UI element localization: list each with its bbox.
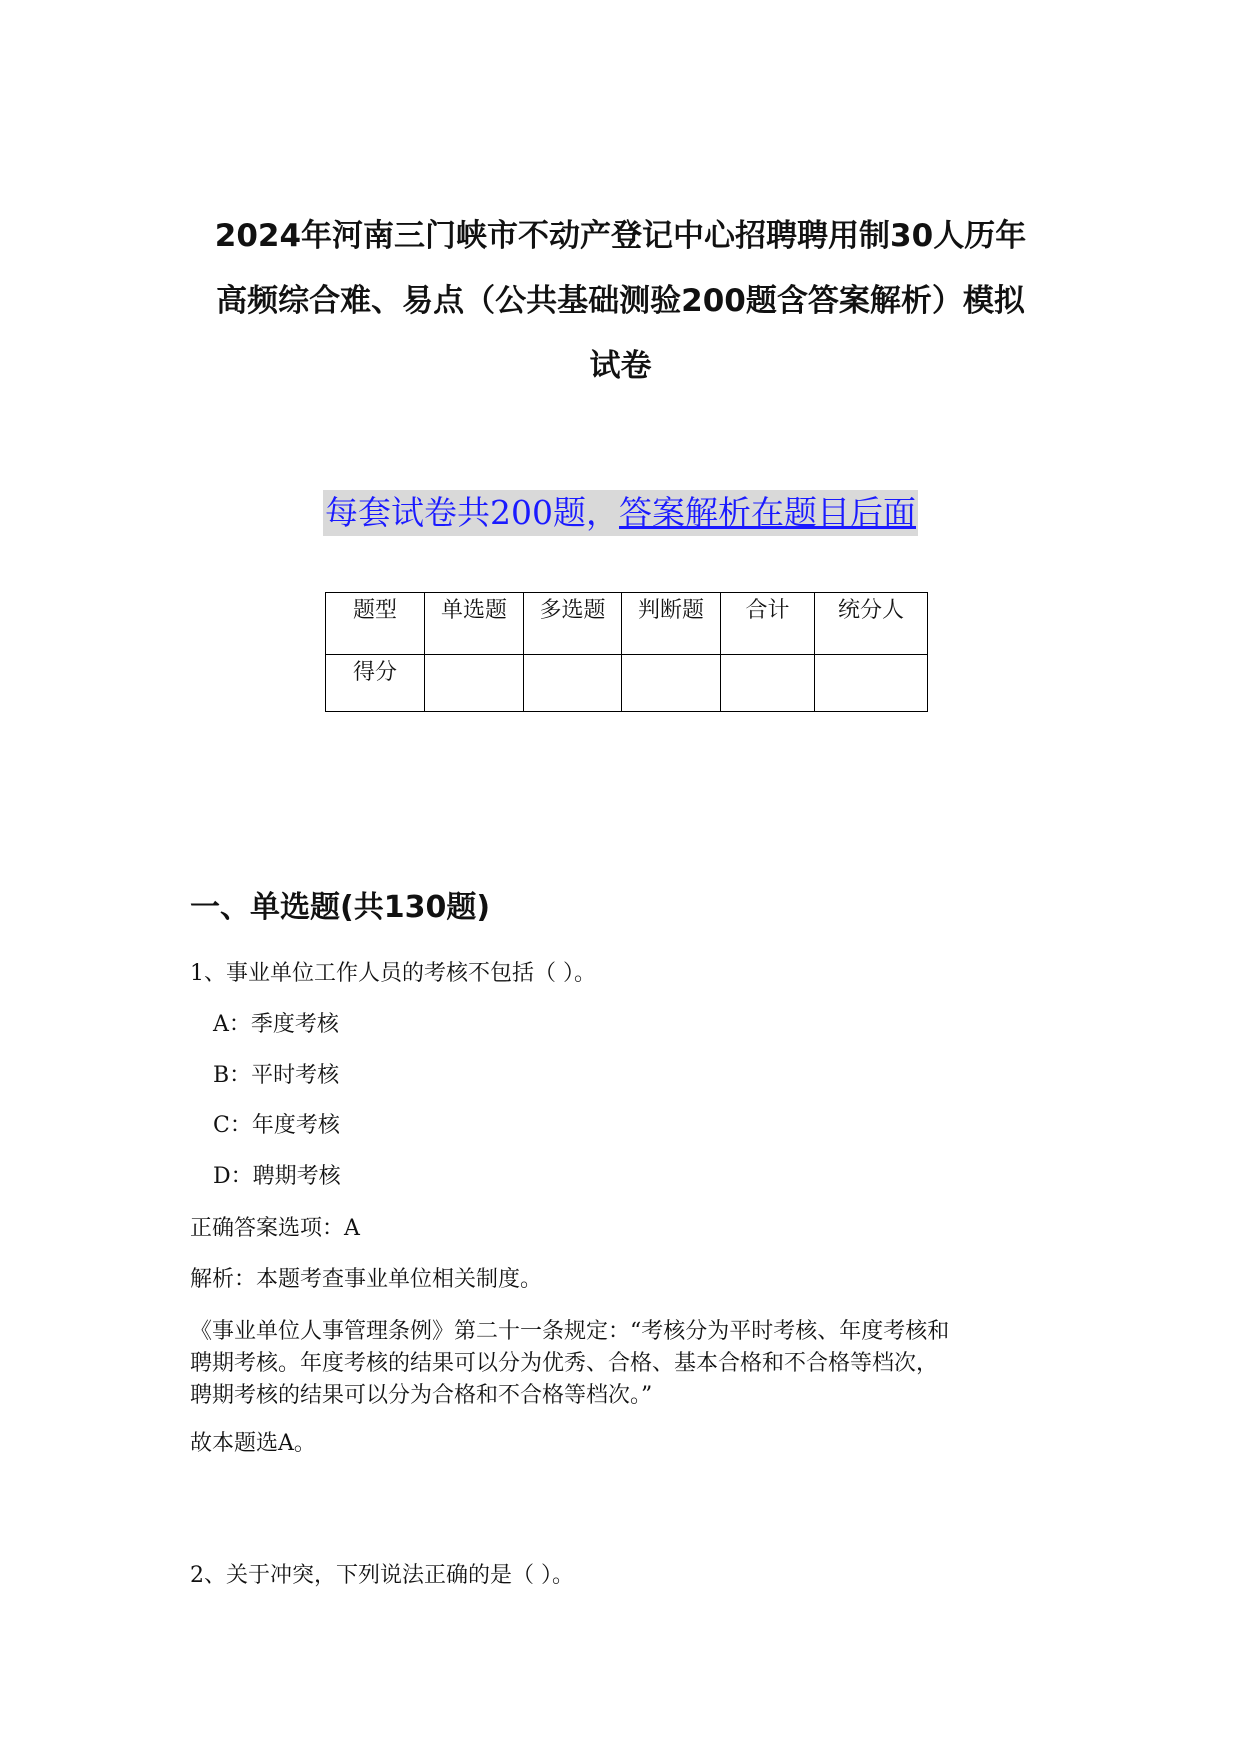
question-1-answer: 正确答案选项：A [190,1216,360,1241]
score-cell-scorer[interactable] [815,655,928,712]
header-cell-single-choice: 单选题 [425,593,524,655]
section-heading: 一、单选题(共130题) [190,890,491,925]
question-1-option-d: D：聘期考核 [213,1164,341,1189]
question-1-option-b: B：平时考核 [213,1063,340,1088]
question-1-option-c: C：年度考核 [213,1113,340,1138]
header-cell-true-false: 判断题 [622,593,721,655]
quote-line-3: 聘期考核的结果可以分为合格和不合格等档次。” [190,1383,653,1408]
quote-line-1: 《事业单位人事管理条例》第二十一条规定：“考核分为平时考核、年度考核和 [190,1319,950,1344]
header-cell-type: 题型 [326,593,425,655]
question-1-option-a: A：季度考核 [213,1012,339,1037]
notice-banner [0,490,1241,536]
quote-line-2: 聘期考核。年度考核的结果可以分为优秀、合格、基本合格和不合格等档次， [190,1351,939,1376]
title-line-2: 高频综合难、易点（公共基础测验200题含答案解析）模拟 [216,283,1025,319]
score-table [325,592,928,712]
score-cell-true-false[interactable] [622,655,721,712]
header-cell-multiple-choice: 多选题 [524,593,622,655]
score-cell-single-choice[interactable] [425,655,524,712]
score-cell-multiple-choice[interactable] [524,655,622,712]
question-1-quote [190,1316,1060,1412]
score-table-score-row [326,655,928,712]
row-label-score: 得分 [326,655,425,712]
question-1-stem: 1、事业单位工作人员的考核不包括（ ）。 [190,961,596,986]
notice-prefix: 每套试卷共200题， [325,493,619,532]
title-line-1: 2024年河南三门峡市不动产登记中心招聘聘用制30人历年 [214,218,1027,254]
question-2-stem: 2、关于冲突，下列说法正确的是（ ）。 [190,1563,574,1588]
score-table-header-row [326,593,928,655]
score-cell-total[interactable] [721,655,815,712]
header-cell-total: 合计 [721,593,815,655]
question-1-conclusion: 故本题选A。 [190,1431,316,1456]
question-1-analysis: 解析：本题考查事业单位相关制度。 [190,1267,543,1292]
header-cell-scorer: 统分人 [815,593,928,655]
title-line-3: 试卷 [589,348,652,384]
answer-location-link[interactable]: 答案解析在题目后面 [619,493,916,532]
document-title [160,204,1081,399]
